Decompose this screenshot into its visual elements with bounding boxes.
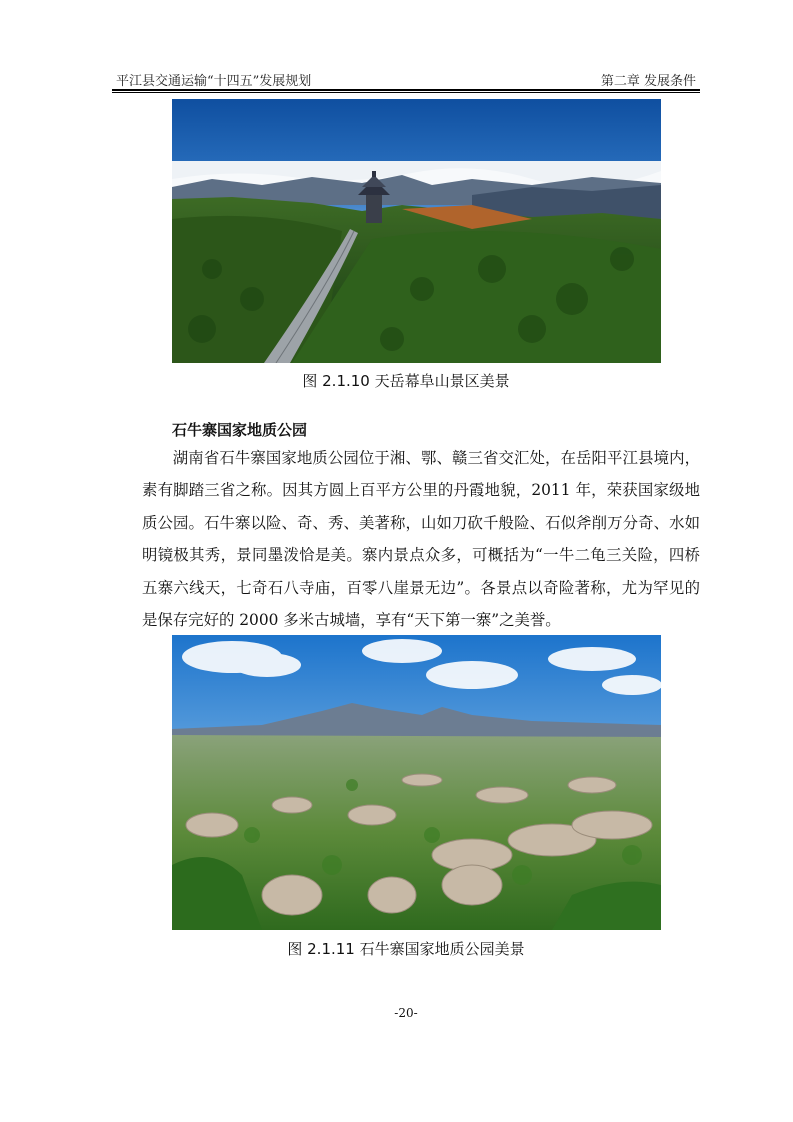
figure-photo-shiniuzhai-geopark: [172, 635, 661, 930]
header-document-title: 平江县交通运输“十四五”发展规划: [116, 74, 312, 89]
section-heading: 石牛寨国家地质公园: [172, 421, 308, 439]
figure-photo-mufu-mountain: [172, 99, 661, 363]
page-header: [112, 64, 700, 90]
figure-caption-1: 图 2.1.10 天岳幕阜山景区美景: [302, 372, 510, 390]
body-paragraph: 湖南省石牛寨国家地质公园位于湘、鄂、赣三省交汇处，在岳阳平江县境内，素有脚踏三省之称。因其方圆上百平方公里的丹霞地貌，2011 年，荣获国家级地质公园。石牛寨以险、奇、秀、美著称，山如刀砍千般险、石似斧削万分奇、水如明镜极其秀，景同墨泼恰是美。寨内景点众多，可概括为“一牛二龟三关险，四桥五寨六线天，七奇石八寺庙，百零八崖景无边”。各景点以奇险著称，尤为罕见的是保存完好的 2000 多米古城墙，享有“天下第一寨”之美誉。: [142, 449, 700, 630]
page-number: -20-: [394, 1006, 418, 1020]
header-rule-thick: [112, 89, 700, 91]
figure-caption-2: 图 2.1.11 石牛寨国家地质公园美景: [287, 940, 525, 958]
header-rule-thin: [112, 92, 700, 93]
header-chapter: 第二章 发展条件: [600, 74, 696, 89]
